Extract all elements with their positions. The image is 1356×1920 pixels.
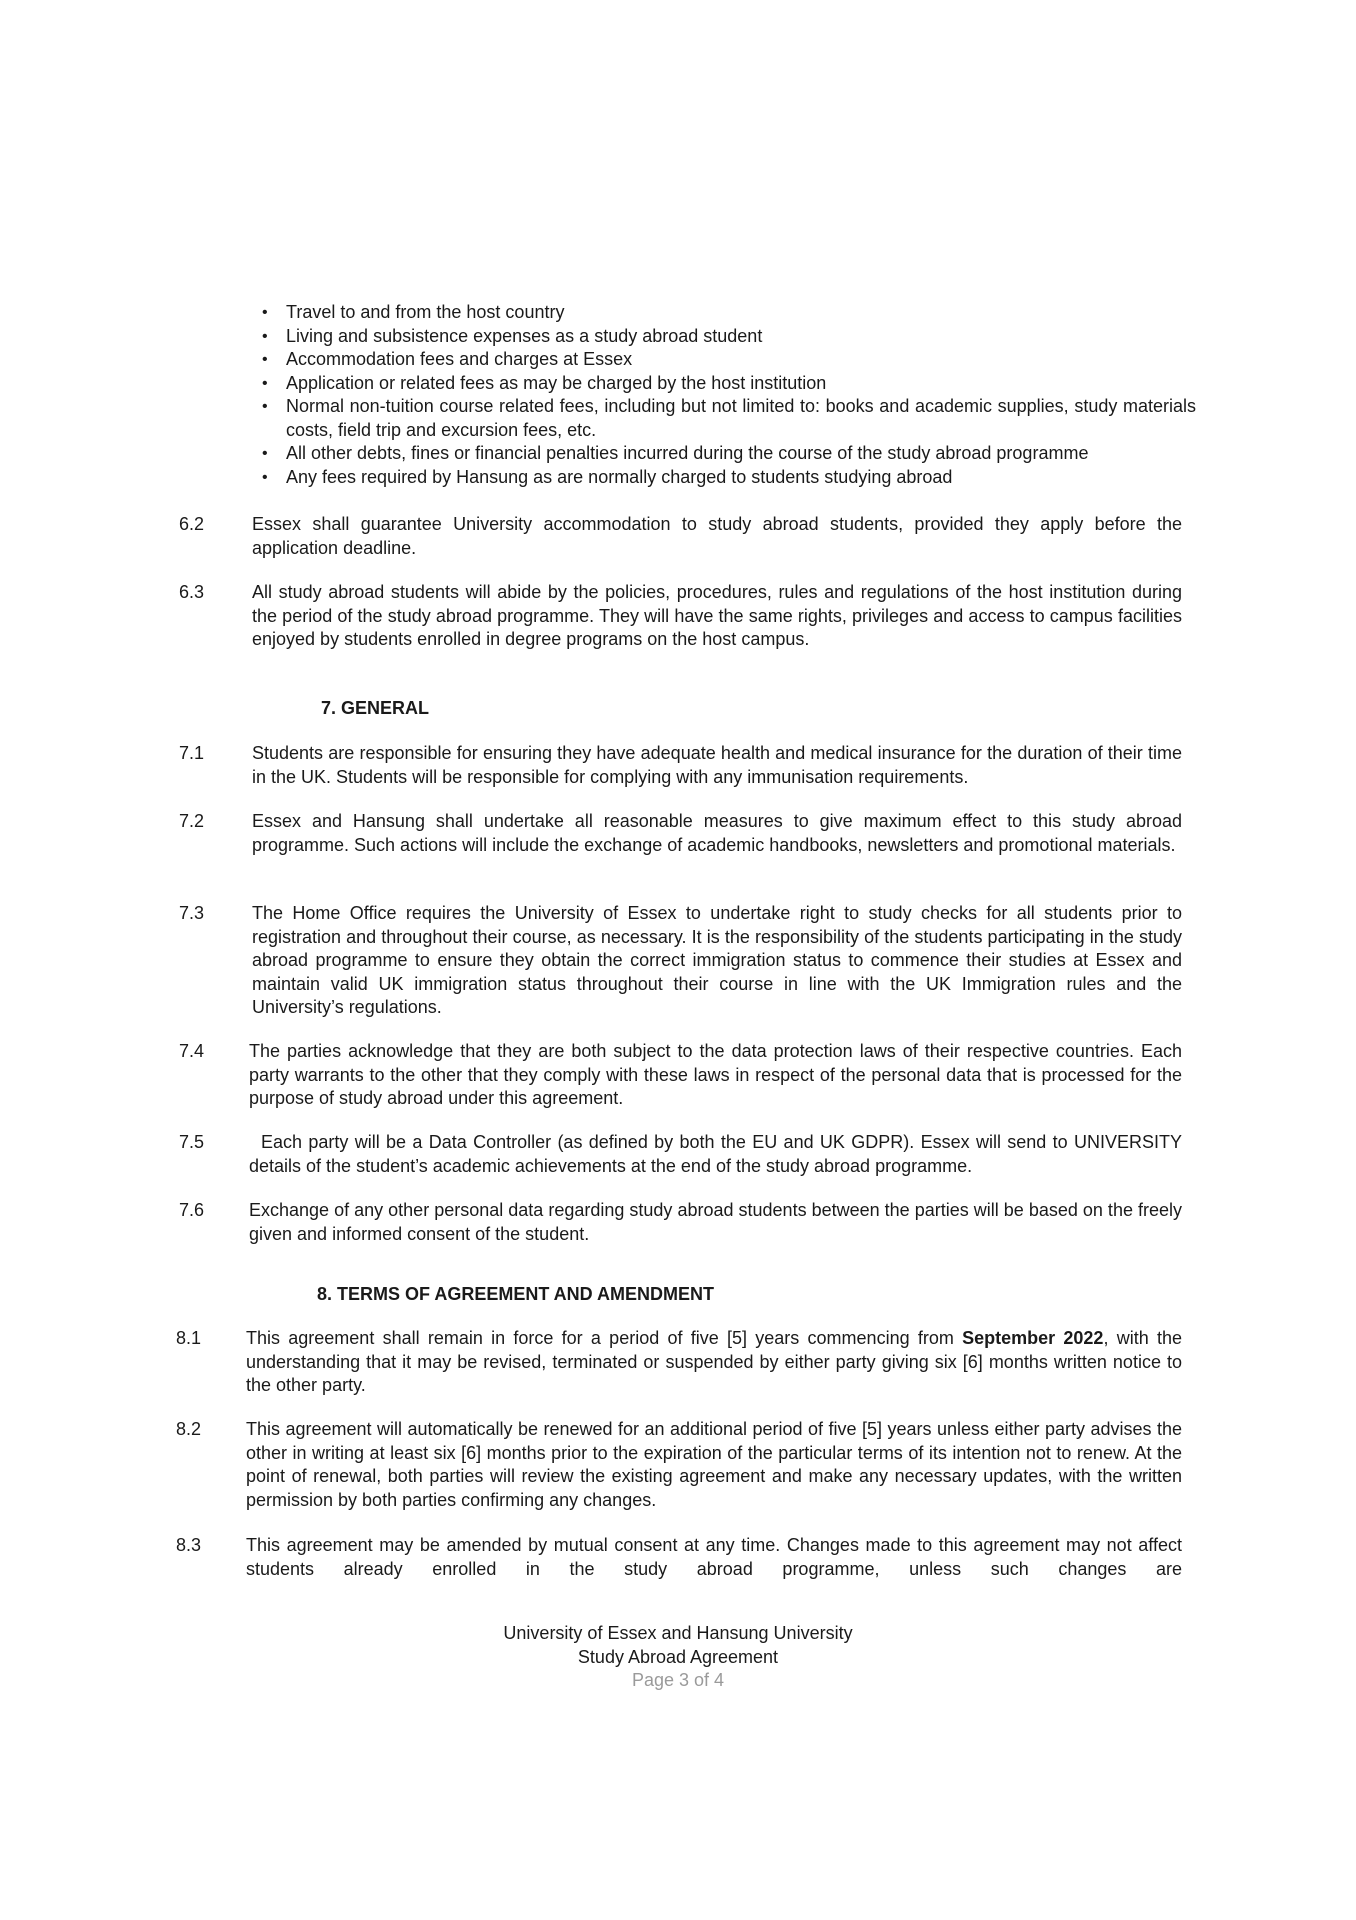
- fee-bullet-list: [256, 301, 1196, 489]
- bullet-text: Application or related fees as may be charged by the host institution: [286, 372, 827, 393]
- footer-title: University of Essex and Hansung University: [503, 1623, 853, 1643]
- clause-text: This agreement may be amended by mutual consent at any time. Changes made to this agreement may not affect students already enrolled in the study abroad programme, unless such changes are: [246, 1535, 1182, 1579]
- list-item: [256, 442, 1196, 466]
- bullet-text: Living and subsistence expenses as a study abroad student: [286, 325, 763, 346]
- clause-text: Each party will be a Data Controller (as defined by both the EU and UK GDPR). Essex will send to UNIVERSITY details of the student’s academic achievements at the end of the study abroad programme.: [249, 1132, 1182, 1176]
- clause-text: All study abroad students will abide by the policies, procedures, rules and regulations of the host institution during the period of the study abroad programme. They will have the same rights, privileges and access to campus facilities enjoyed by students enrolled in degree programs on the host campus.: [252, 582, 1182, 649]
- bullet-icon: •: [262, 374, 268, 392]
- footer-subtitle: Study Abroad Agreement: [577, 1646, 779, 1667]
- clause-date-bold: September 2022: [962, 1328, 1104, 1348]
- bullet-text: Accommodation fees and charges at Essex: [286, 349, 633, 369]
- list-item: [256, 348, 1196, 372]
- page-number: Page 3 of 4: [631, 1670, 725, 1690]
- bullet-icon: •: [262, 351, 268, 368]
- bullet-icon: •: [262, 327, 268, 345]
- clause-number: 7.2: [179, 811, 205, 831]
- bullet-icon: •: [262, 468, 268, 486]
- clause-number: 8.2: [176, 1419, 202, 1439]
- list-item: [256, 325, 1196, 349]
- clause-number: 7.3: [179, 903, 205, 923]
- list-item: [256, 301, 1196, 325]
- clause-number: 8.1: [176, 1328, 202, 1348]
- bullet-icon: •: [262, 398, 268, 415]
- clause-number: 8.3: [176, 1535, 202, 1555]
- clause-number: 7.6: [179, 1200, 205, 1220]
- bullet-text: Any fees required by Hansung as are normally charged to students studying abroad: [286, 466, 953, 487]
- clause-text-part: , with the understanding that it may be revised, terminated or suspended by either party giving six [6] months written notice to the other party.: [246, 1328, 1182, 1395]
- clause-text: The parties acknowledge that they are both subject to the data protection laws of their respective countries. Each party warrants to the other that they comply with these laws in respect of the personal data that is processed for the purpose of study abroad under this agreement.: [249, 1041, 1182, 1108]
- clause-number: 7.5: [179, 1132, 205, 1152]
- bullet-text: Travel to and from the host country: [286, 302, 565, 322]
- bullet-icon: •: [262, 304, 268, 321]
- clause-text: This agreement will automatically be renewed for an additional period of five [5] years unless either party advises the other in writing at least six [6] months prior to the expiration of the particular terms of its intention not to renew. At the point of renewal, both parties will review the existing agreement and make any necessary updates, with the written permission by both parties confirming any changes.: [246, 1419, 1182, 1510]
- clause-number: 6.3: [179, 582, 205, 602]
- list-item: [256, 372, 1196, 396]
- clause-text: Essex shall guarantee University accommodation to study abroad students, provided they apply before the application deadline.: [252, 514, 1182, 558]
- clause-text-part: This agreement shall remain in force for a period of five [5] years commencing from: [246, 1328, 963, 1348]
- section-heading-general: 7. GENERAL: [321, 698, 430, 718]
- page-footer: [0, 1622, 1356, 1693]
- clause-number: 6.2: [179, 514, 205, 534]
- clause-number: 7.4: [179, 1041, 205, 1061]
- clause-text: Exchange of any other personal data regarding study abroad students between the parties will be based on the freely given and informed consent of the student.: [249, 1200, 1182, 1244]
- clause-text: [246, 1327, 1182, 1398]
- list-item: [256, 466, 1196, 490]
- clause-text: Essex and Hansung shall undertake all reasonable measures to give maximum effect to this study abroad programme. Such actions will include the exchange of academic handbooks, newsletters and promotional materials.: [252, 811, 1182, 855]
- list-item: [256, 395, 1196, 442]
- section-heading-terms: 8. TERMS OF AGREEMENT AND AMENDMENT: [317, 1284, 715, 1304]
- bullet-text: All other debts, fines or financial penalties incurred during the course of the study abroad programme: [286, 443, 1089, 463]
- clause-text: Students are responsible for ensuring they have adequate health and medical insurance for the duration of their time in the UK. Students will be responsible for complying with any immunisation requirements.: [252, 743, 1182, 787]
- bullet-text: Normal non-tuition course related fees, including but not limited to: books and academic supplies, study materials costs, field trip and excursion fees, etc.: [286, 396, 1196, 440]
- clause-text: The Home Office requires the University of Essex to undertake right to study checks for all students prior to registration and throughout their course, as necessary. It is the responsibility of the students participating in the study abroad programme to ensure they obtain the correct immigration status to commence their studies at Essex and maintain valid UK immigration status throughout their course in line with the UK Immigration rules and the University’s regulations.: [252, 903, 1182, 1017]
- bullet-icon: •: [262, 445, 268, 462]
- clause-number: 7.1: [179, 743, 205, 763]
